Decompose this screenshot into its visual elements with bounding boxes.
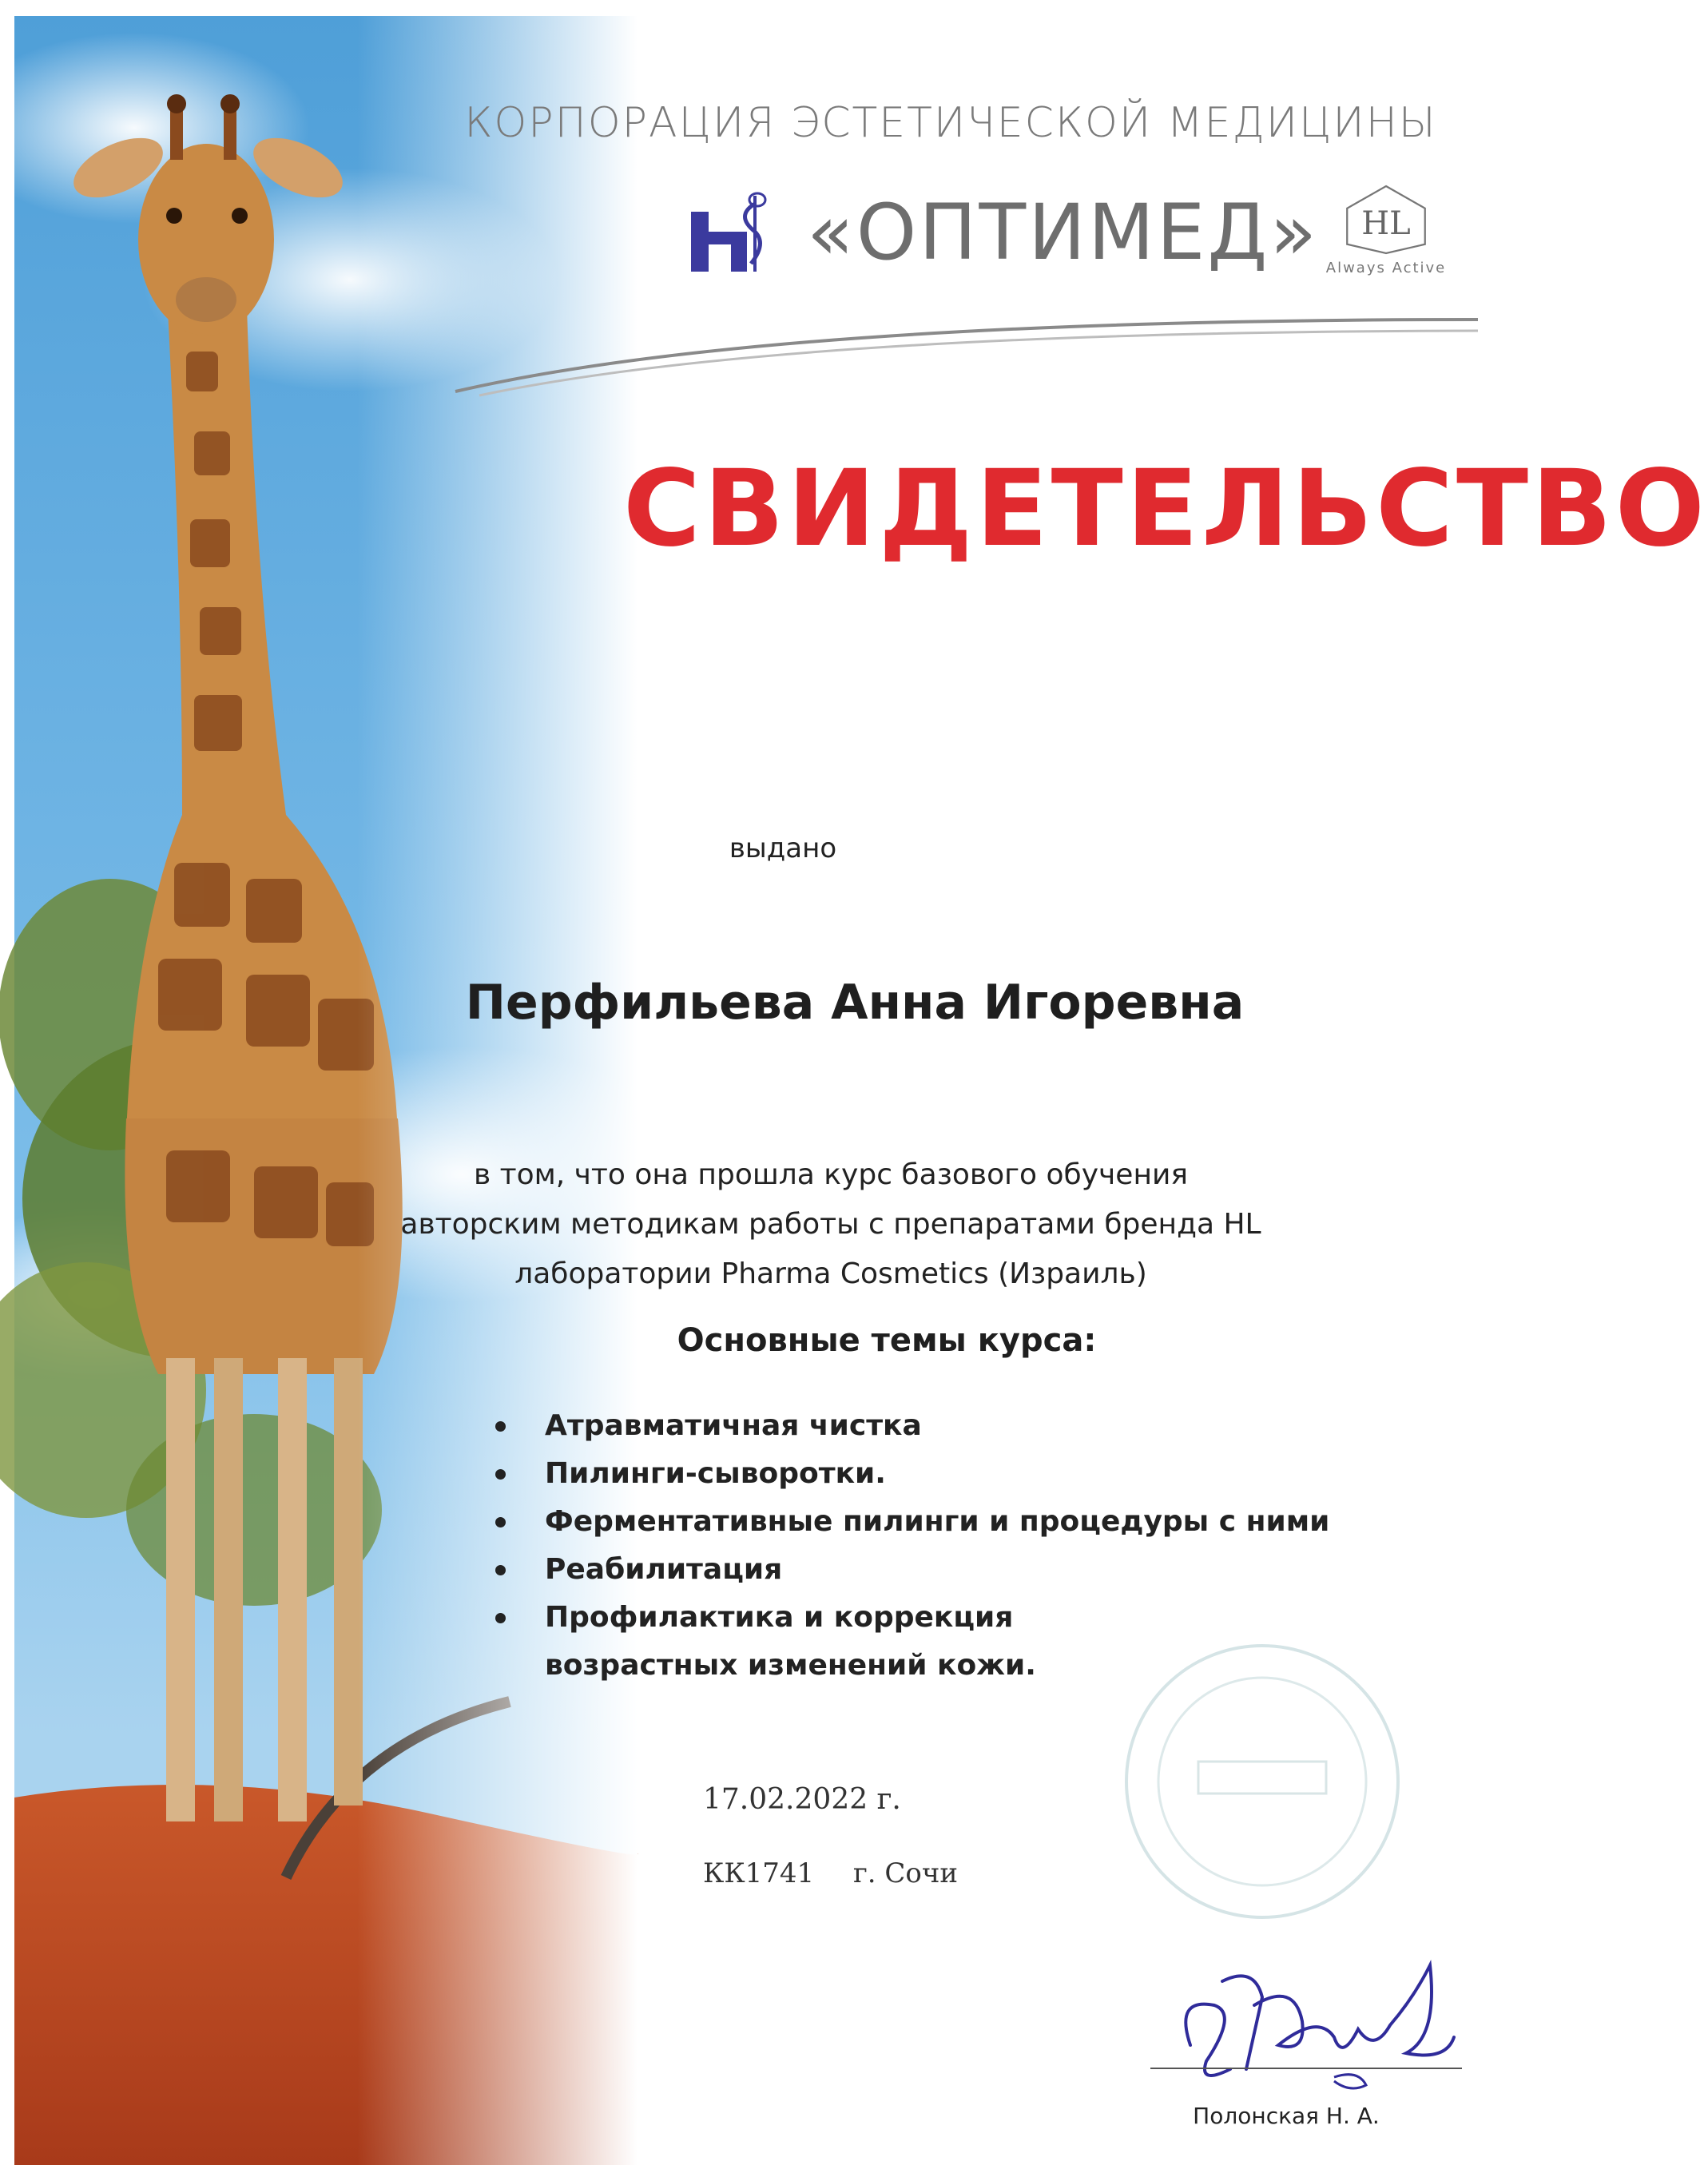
bullet-icon — [495, 1517, 506, 1527]
certificate-title: СВИДЕТЕЛЬСТВО — [623, 447, 1708, 570]
bullet-icon — [495, 1565, 506, 1575]
signature-line — [1150, 2068, 1462, 2069]
description-line: лаборатории Pharma Cosmetics (Израиль) — [514, 1257, 1147, 1290]
topics-heading: Основные темы курса: — [677, 1322, 1097, 1359]
topic-item — [487, 1402, 1382, 1450]
bullet-icon — [495, 1469, 506, 1480]
description-line: авторским методикам работы с препаратами бренда HL — [400, 1208, 1261, 1241]
corporation-title: КОРПОРАЦИЯ ЭСТЕТИЧЕСКОЙ МЕДИЦИНЫ — [464, 99, 1437, 147]
topic-continuation: возрастных изменений кожи. — [545, 1649, 1036, 1682]
topic-label: Профилактика и коррекция — [545, 1601, 1014, 1634]
decorative-swoosh — [447, 304, 1486, 399]
certificate-number: КК1741 — [703, 1857, 815, 1889]
signature — [1174, 1949, 1462, 2093]
topic-item — [487, 1498, 1382, 1546]
topic-item — [487, 1450, 1382, 1498]
number-and-city — [703, 1857, 958, 1889]
topic-label: Пилинги-сыворотки. — [545, 1457, 886, 1490]
bullet-icon — [495, 1421, 506, 1432]
brand-row — [687, 172, 1486, 284]
faint-stamp — [1102, 1630, 1422, 1933]
brand-name: «ОПТИМЕД» — [807, 188, 1320, 277]
topic-label: Реабилитация — [545, 1553, 783, 1586]
hl-mark: HL — [1361, 205, 1411, 242]
optimed-logo-icon — [687, 188, 775, 276]
issue-date: 17.02.2022 г. — [703, 1783, 901, 1816]
course-description — [336, 1150, 1326, 1299]
signer-name: Полонская Н. А. — [1193, 2103, 1380, 2129]
description-line: в том, что она прошла курс базового обучения — [473, 1158, 1189, 1191]
topic-item — [487, 1546, 1382, 1594]
recipient-name: Перфильева Анна Игоревна — [465, 975, 1245, 1031]
hl-tagline: Always Active — [1325, 260, 1447, 276]
issued-label: выдано — [729, 832, 837, 864]
topic-label: Атравматичная чистка — [545, 1409, 922, 1442]
topic-label: Ферментативные пилинги и процедуры с ними — [545, 1505, 1330, 1538]
issue-city: г. Сочи — [852, 1857, 959, 1889]
bullet-icon — [495, 1613, 506, 1623]
